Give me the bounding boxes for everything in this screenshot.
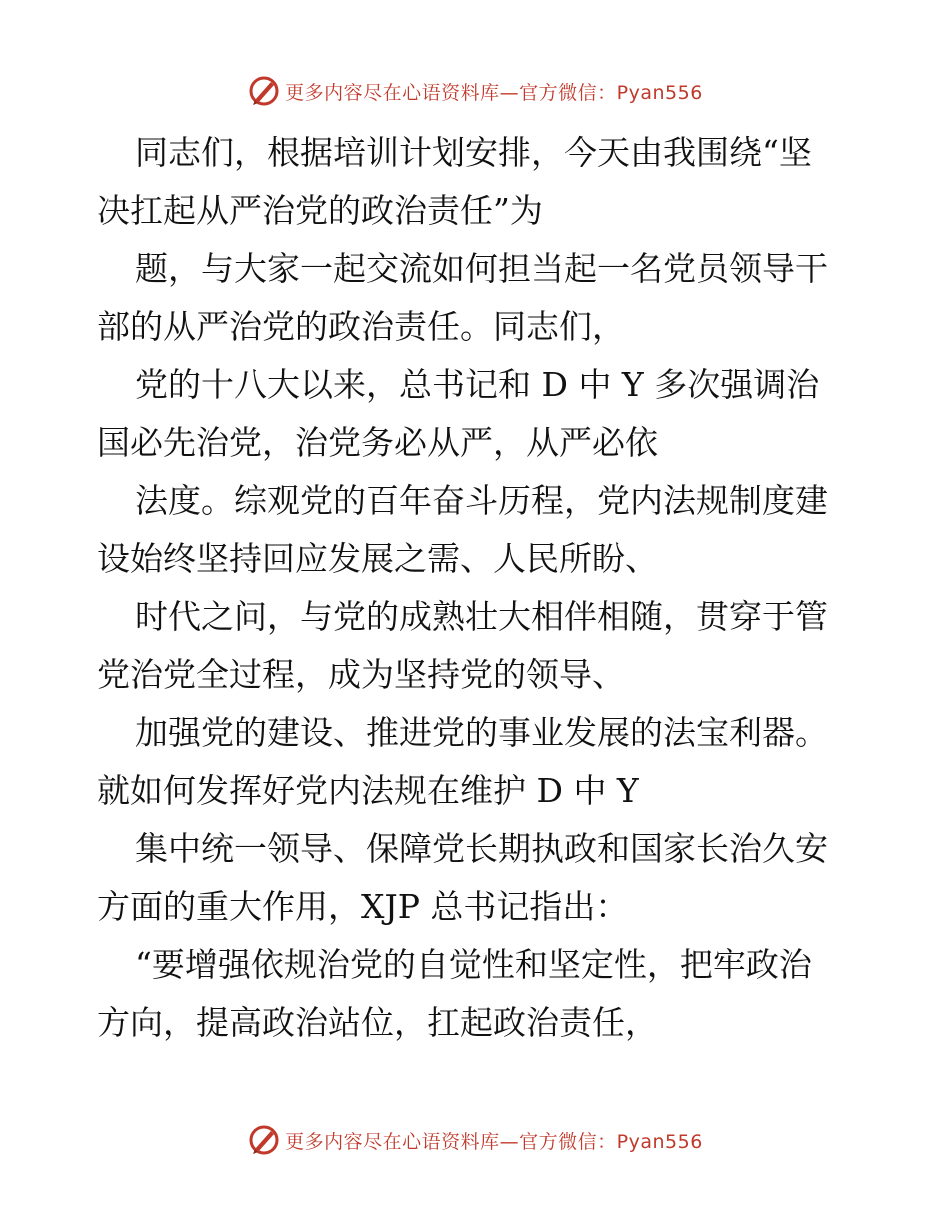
watermark-text: 更多内容尽在心语资料库—官方微信：Pyan556 bbox=[285, 81, 703, 104]
pen-logo-icon bbox=[247, 74, 281, 108]
text-line: 党的十八大以来，总书记和 D 中 Y 多次强调治 bbox=[135, 365, 820, 404]
text-line: 党治党全过程，成为坚持党的领导、 bbox=[97, 655, 625, 694]
footer-watermark bbox=[0, 1120, 950, 1160]
text-line: 时代之问，与党的成熟壮大相伴相随，贯穿于管 bbox=[135, 597, 828, 636]
text-line: 方向，提高政治站位，扛起政治责任， bbox=[97, 1003, 658, 1042]
text-line: 决扛起从严治党的政治责任”为 bbox=[97, 191, 543, 230]
text-line: 加强党的建设、推进党的事业发展的法宝利器。 bbox=[135, 713, 828, 752]
text-line: 集中统一领导、保障党长期执政和国家长治久安 bbox=[135, 829, 828, 868]
text-line: 方面的重大作用，XJP 总书记指出： bbox=[97, 887, 629, 926]
text-line: 设始终坚持回应发展之需、人民所盼、 bbox=[97, 539, 658, 578]
text-line: 题，与大家一起交流如何担当起一名党员领导干 bbox=[135, 249, 828, 288]
text-line: 就如何发挥好党内法规在维护 D 中 Y bbox=[97, 771, 639, 810]
header-watermark bbox=[0, 71, 950, 111]
text-line: “要增强依规治党的自觉性和坚定性，把牢政治 bbox=[135, 945, 812, 984]
document-body bbox=[97, 124, 857, 1052]
pen-logo-icon bbox=[247, 1123, 281, 1157]
text-line: 同志们，根据培训计划安排，今天由我围绕“坚 bbox=[135, 133, 812, 172]
text-line: 部的从严治党的政治责任。同志们， bbox=[97, 307, 625, 346]
text-line: 法度。综观党的百年奋斗历程，党内法规制度建 bbox=[135, 481, 828, 520]
watermark-text: 更多内容尽在心语资料库—官方微信：Pyan556 bbox=[285, 1130, 703, 1153]
text-line: 国必先治党，治党务必从严，从严必依 bbox=[97, 423, 658, 462]
